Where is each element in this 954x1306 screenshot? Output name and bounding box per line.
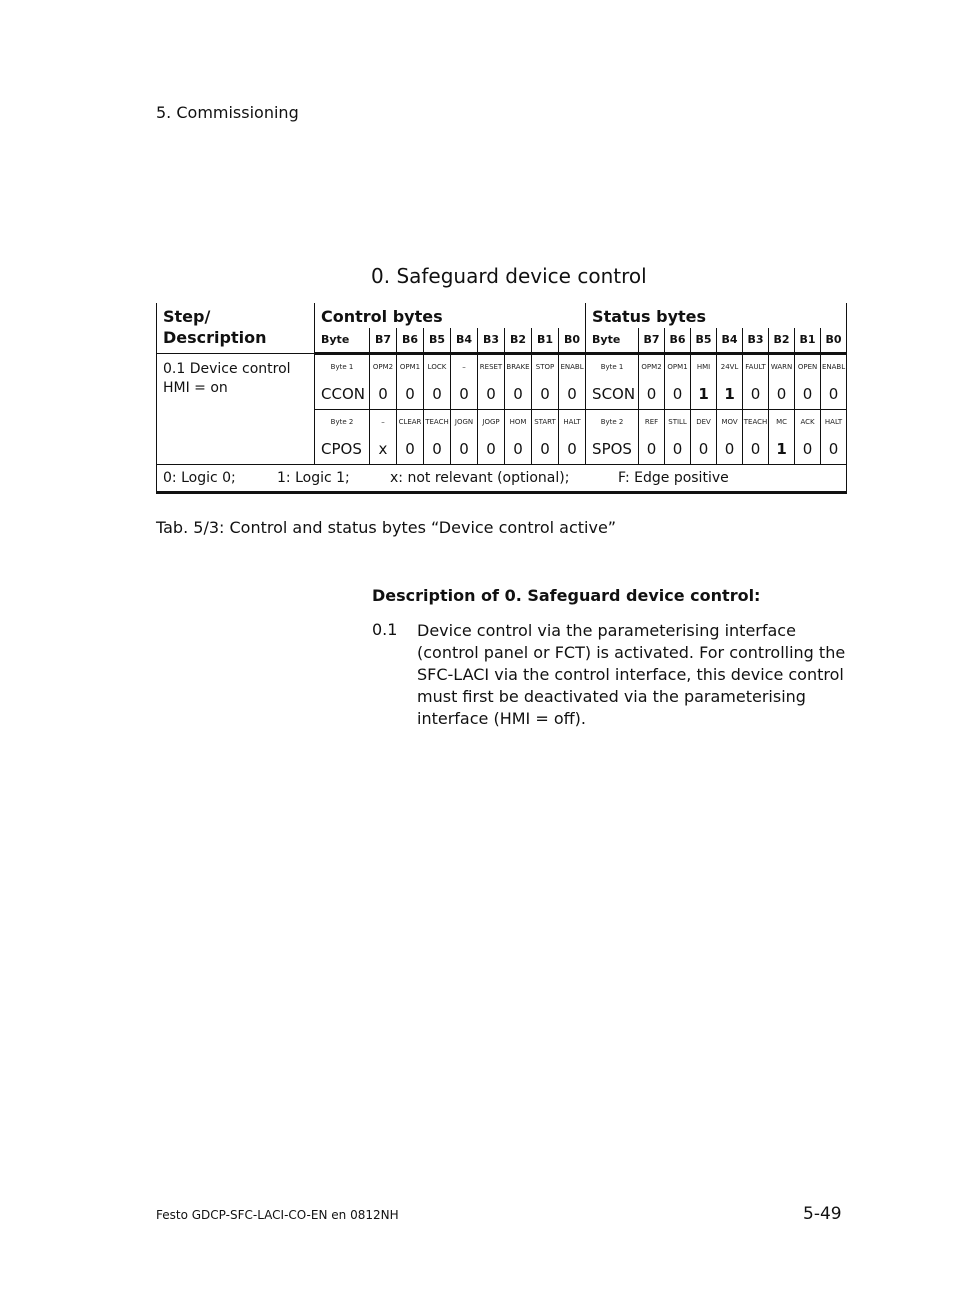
bit-name: OPM1: [397, 353, 424, 379]
bit-value: 0: [795, 434, 821, 465]
bit-value: 0: [478, 434, 505, 465]
bit-name: STOP: [532, 353, 559, 379]
bit-value-mc: 1: [769, 434, 795, 465]
bit-header: B5: [424, 328, 451, 354]
bit-name: HMI: [691, 353, 717, 379]
bit-value: 0: [743, 379, 769, 410]
spos-name: SPOS: [586, 434, 639, 465]
byte-label: Byte 1: [315, 353, 370, 379]
bit-value: 0: [397, 379, 424, 410]
bit-value: 0: [821, 434, 847, 465]
scon-name: SCON: [586, 379, 639, 410]
bit-header: B1: [795, 328, 821, 354]
bit-name: HALT: [821, 409, 847, 434]
bit-name: DEV: [691, 409, 717, 434]
bit-value-hmi: 1: [691, 379, 717, 410]
byte-label: Byte 2: [315, 409, 370, 434]
table-title: 0. Safeguard device control: [371, 264, 647, 288]
bit-name: –: [370, 409, 397, 434]
bit-name: STILL: [665, 409, 691, 434]
bit-name: MOV: [717, 409, 743, 434]
bit-value: 0: [691, 434, 717, 465]
table-caption: Tab. 5/3: Control and status bytes “Device control active”: [156, 518, 617, 537]
legend-logic0: 0: Logic 0;: [163, 469, 236, 486]
step-desc-line1: 0.1 Device control: [163, 360, 291, 377]
bit-header: B3: [743, 328, 769, 354]
bit-header: B6: [665, 328, 691, 354]
bit-value: 0: [397, 434, 424, 465]
bit-name: RESET: [478, 353, 505, 379]
bit-header: B7: [370, 328, 397, 354]
bit-value: 0: [559, 434, 586, 465]
bit-name: OPM2: [370, 353, 397, 379]
bit-value: 0: [821, 379, 847, 410]
bit-value: 0: [769, 379, 795, 410]
ccon-name: CCON: [315, 379, 370, 410]
bit-name: ACK: [795, 409, 821, 434]
bit-name: LOCK: [424, 353, 451, 379]
bit-name: FAULT: [743, 353, 769, 379]
bit-value: 0: [505, 434, 532, 465]
bit-name: HALT: [559, 409, 586, 434]
step-description-cell: [157, 353, 315, 464]
bit-name: OPEN: [795, 353, 821, 379]
bit-value: 0: [532, 434, 559, 465]
bit-header: B6: [397, 328, 424, 354]
bit-value: 0: [717, 434, 743, 465]
bit-name: WARN: [769, 353, 795, 379]
bit-value: 0: [559, 379, 586, 410]
bit-value: 0: [532, 379, 559, 410]
bit-name: CLEAR: [397, 409, 424, 434]
description-text: Device control via the parameterising interface (control panel or FCT) is activated. For controlling the SFC-LACI via the control interface, this device control must first be deactivated via the parameterising interface (HMI = off).: [417, 621, 846, 728]
bit-name: START: [532, 409, 559, 434]
bit-header: B4: [717, 328, 743, 354]
bit-name: ENABL: [559, 353, 586, 379]
byte-label: Byte 1: [586, 353, 639, 379]
bit-value-24vl: 1: [717, 379, 743, 410]
chapter-heading: 5. Commissioning: [156, 103, 299, 122]
bit-value: 0: [665, 379, 691, 410]
bit-value: 0: [665, 434, 691, 465]
bit-name: HOM: [505, 409, 532, 434]
bit-name: OPM2: [639, 353, 665, 379]
legend-logic1: 1: Logic 1;: [277, 469, 350, 486]
control-byte-col-header: Byte: [315, 328, 370, 354]
legend-edge-positive: F: Edge positive: [618, 469, 729, 486]
bit-value: 0: [370, 379, 397, 410]
status-bytes-header: Status bytes: [586, 303, 847, 328]
bit-value: x: [370, 434, 397, 465]
bit-name: OPM1: [665, 353, 691, 379]
status-byte-col-header: Byte: [586, 328, 639, 354]
bit-header: B7: [639, 328, 665, 354]
table-legend: [157, 464, 847, 492]
bit-value: 0: [478, 379, 505, 410]
bit-header: B0: [559, 328, 586, 354]
footer-document-id: Festo GDCP-SFC-LACI-CO-EN en 0812NH: [156, 1208, 399, 1222]
bit-value: 0: [424, 434, 451, 465]
control-bytes-header: Control bytes: [315, 303, 586, 328]
bit-name: BRAKE: [505, 353, 532, 379]
page-number: 5-49: [803, 1204, 842, 1224]
cpos-name: CPOS: [315, 434, 370, 465]
bit-name: 24VL: [717, 353, 743, 379]
control-status-table: [156, 303, 847, 494]
bit-value: 0: [639, 434, 665, 465]
bit-value: 0: [795, 379, 821, 410]
description-heading: Description of 0. Safeguard device control:: [372, 586, 761, 605]
bit-value: 0: [451, 434, 478, 465]
step-desc-line2: HMI = on: [163, 380, 228, 397]
bit-name: TEACH: [743, 409, 769, 434]
bit-value: 0: [743, 434, 769, 465]
bit-header: B4: [451, 328, 478, 354]
bit-name: –: [451, 353, 478, 379]
bit-name: TEACH: [424, 409, 451, 434]
bit-name: ENABL: [821, 353, 847, 379]
bit-value: 0: [505, 379, 532, 410]
bit-value: 0: [451, 379, 478, 410]
bit-header: B0: [821, 328, 847, 354]
bit-name: JOGP: [478, 409, 505, 434]
description-number: 0.1: [372, 620, 398, 639]
bit-header: B3: [478, 328, 505, 354]
bit-header: B2: [769, 328, 795, 354]
bit-value: 0: [424, 379, 451, 410]
byte-label: Byte 2: [586, 409, 639, 434]
step-description-header: Step/ Description: [157, 303, 315, 353]
bit-header: B5: [691, 328, 717, 354]
bit-name: REF: [639, 409, 665, 434]
bit-header: B1: [532, 328, 559, 354]
bit-name: MC: [769, 409, 795, 434]
bit-name: JOGN: [451, 409, 478, 434]
bit-value: 0: [639, 379, 665, 410]
bit-header: B2: [505, 328, 532, 354]
legend-not-relevant: x: not relevant (optional);: [390, 469, 570, 486]
